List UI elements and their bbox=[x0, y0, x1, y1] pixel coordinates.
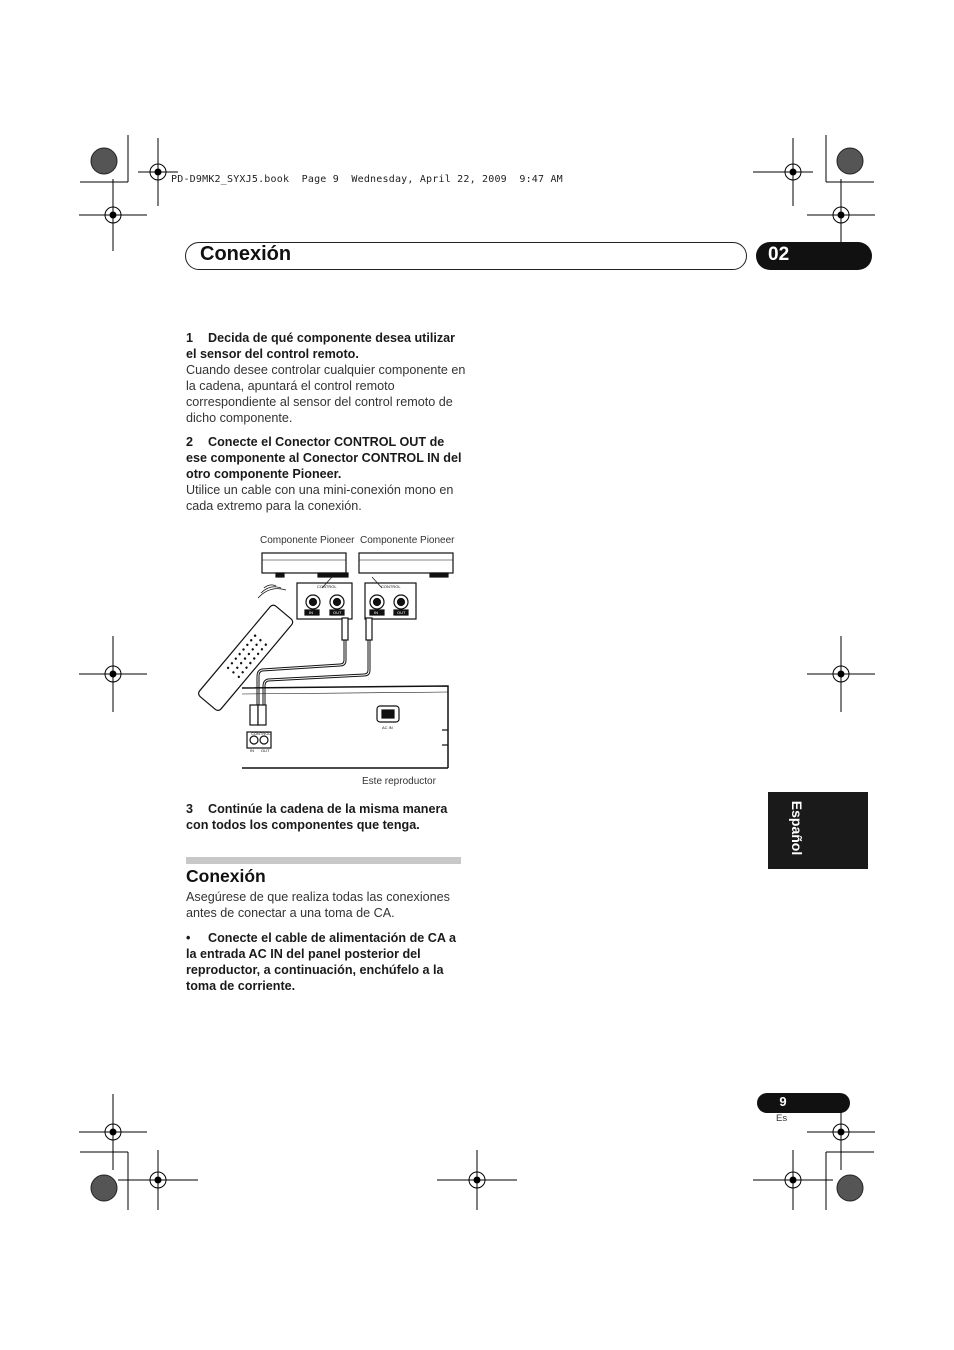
component-right-box bbox=[359, 553, 453, 573]
label-player: Este reproductor bbox=[362, 776, 436, 787]
ir-signal-icon bbox=[258, 585, 286, 598]
remote-control-icon bbox=[197, 604, 294, 712]
section-intro: Asegúrese de que realiza todas las conexiones antes de conectar a una toma de CA. bbox=[186, 890, 450, 920]
page-number: 9 bbox=[779, 1094, 787, 1109]
chapter-title: Conexión bbox=[200, 243, 292, 265]
step-heading-text: Continúe la cadena de la misma manera con todos los componentes que tenga. bbox=[186, 802, 448, 832]
jack-in-right: IN bbox=[374, 610, 378, 615]
label-component-left: Componente Pioneer bbox=[260, 535, 355, 546]
language-tab bbox=[768, 792, 868, 869]
section-title: Conexión bbox=[186, 866, 266, 886]
jack-out-player: OUT bbox=[261, 748, 270, 753]
jack-group-label-player: CONTROL bbox=[251, 731, 271, 736]
jack-out-right: OUT bbox=[397, 610, 406, 615]
step-body: Utilice un cable con una mini-conexión mono en cada extremo para la conexión. bbox=[186, 483, 454, 513]
ac-in-label: AC IN bbox=[382, 725, 393, 730]
player-outline bbox=[242, 686, 448, 768]
step-number: 2 bbox=[186, 435, 194, 449]
step-number: 1 bbox=[186, 331, 194, 345]
print-header: PD-D9MK2_SYXJ5.book Page 9 Wednesday, April 22, 2009 9:47 AM bbox=[171, 174, 563, 185]
jack-in-player: IN bbox=[250, 748, 254, 753]
jack-out-left: OUT bbox=[333, 610, 342, 615]
step-heading-text: Decida de qué componente desea utilizar el sensor del control remoto. bbox=[186, 331, 456, 361]
cable-left bbox=[258, 620, 345, 705]
section-divider bbox=[186, 857, 461, 864]
component-left-box bbox=[262, 553, 346, 573]
label-component-right: Componente Pioneer bbox=[360, 535, 455, 546]
page-language: Es bbox=[776, 1113, 788, 1124]
bullet-marker: • bbox=[186, 931, 191, 945]
bullet-text: Conecte el cable de alimentación de CA a la entrada AC IN del panel posterior del reproductor, a continuación, enchúfelo a la toma de corriente. bbox=[186, 931, 456, 993]
jack-group-label-right: CONTROL bbox=[381, 584, 401, 589]
step-3 bbox=[186, 801, 468, 833]
chapter-number: 02 bbox=[768, 244, 790, 265]
language-tab-label: Español bbox=[789, 800, 805, 856]
step-number: 3 bbox=[186, 802, 194, 816]
step-body: Cuando desee controlar cualquier componente en la cadena, apuntará el control remoto correspondiente al sensor del control remoto de dicho componente. bbox=[186, 363, 466, 425]
step-heading bbox=[186, 801, 468, 833]
cable-right bbox=[264, 620, 369, 705]
section-bullet bbox=[186, 930, 468, 994]
jack-in-left: IN bbox=[309, 610, 313, 615]
jack-group-label-left: CONTROL bbox=[317, 584, 337, 589]
step-heading-text: Conecte el Conector CONTROL OUT de ese componente al Conector CONTROL IN del otro componente Pioneer. bbox=[186, 435, 462, 481]
